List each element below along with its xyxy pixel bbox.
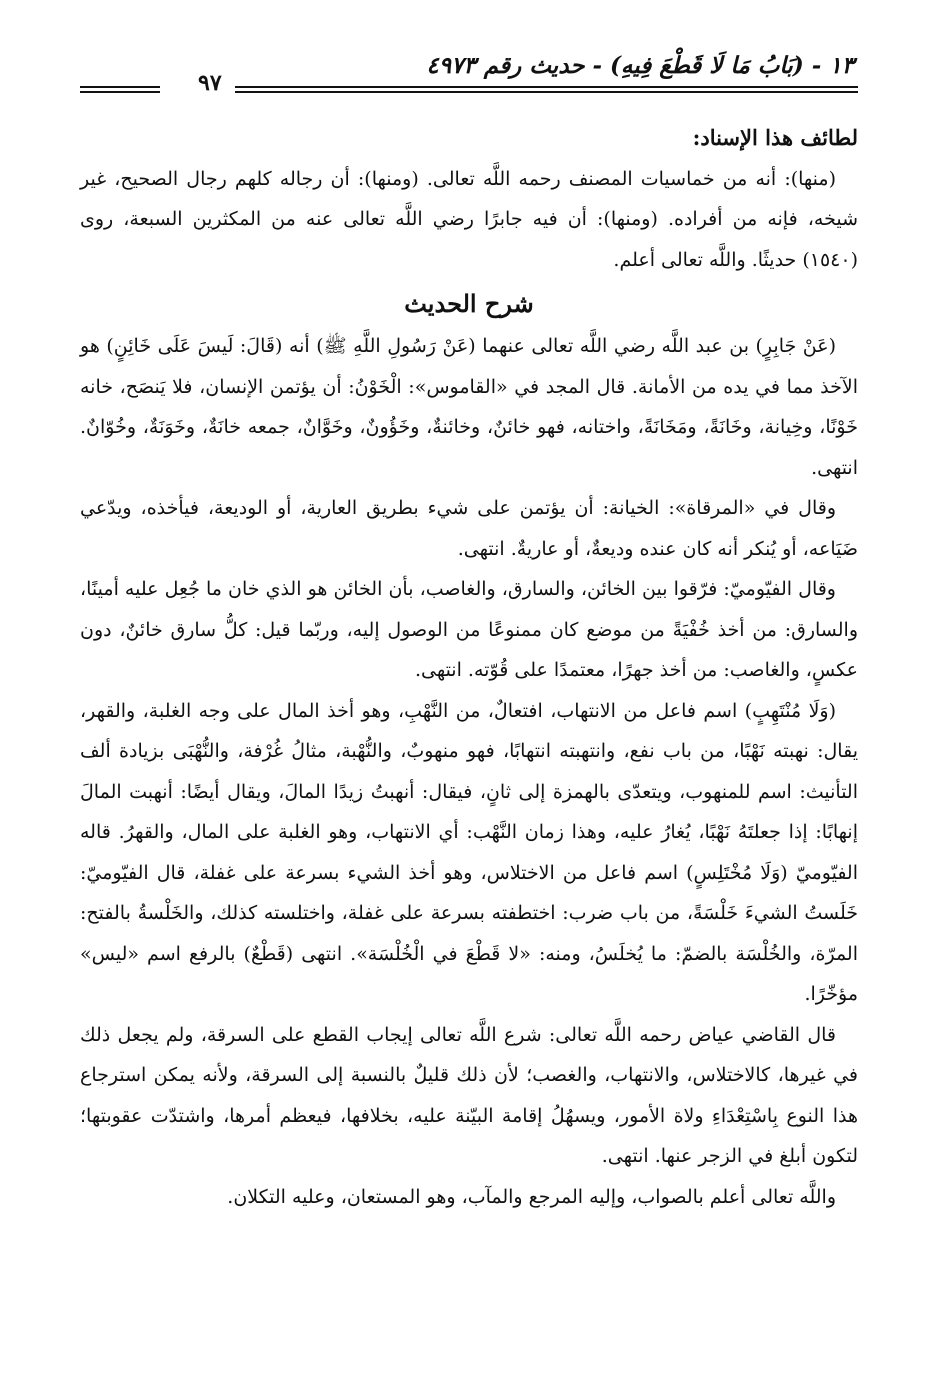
paragraph-closing: واللَّه تعالى أعلم بالصواب، وإليه المرجع والمآب، وهو المستعان، وعليه التكلان. — [227, 1185, 836, 1208]
header-rule-short — [80, 86, 160, 93]
paragraph-jabir: (عَنْ جَابِرٍ) بن عبد اللَّه رضي اللَّه تعالى عنهما (عَنْ رَسُولِ اللَّهِ ﷺ) أنه (قَالَ: لَيسَ عَلَى خَائِنٍ) هو الآخذ مما في يده من الأمانة. قال المجد في «القاموس»: الْخَوْنُ: أن يؤتمن الإنسان، فلا يَنصَح، خانه خَوْنًا، وخِيانة، وخَانَةً، ومَخَانَةً، واختانه، فهو خائنٌ، وخائنةٌ، وخَؤُونٌ، وخَوَّانٌ، جمعه خانَةٌ، وخَوَنَةٌ، وخُوّانٌ. انتهى. — [80, 335, 858, 479]
page-number: ٩٧ — [198, 70, 222, 96]
chapter-title: ١٣ - (بَابُ مَا لَا قَطْعَ فِيهِ) - حديث رقم ٤٩٧٣ — [426, 52, 854, 79]
header-rule — [235, 86, 858, 93]
paragraph-muntahib: (وَلَا مُنْتَهِبٍ) اسم فاعل من الانتهاب، افتعالٌ، من النَّهْبِ، وهو أخذ المال على وجه الغلبة، والقهر، يقال: نهبته نَهْبًا، من باب نفع، وانتهبته انتهابًا، فهو منهوبٌ، والنُّهْبة، مثالُ غُرْفة، والنُّهْبَى بزيادة ألف التأنيث: اسم للمنهوب، ويتعدّى بالهمزة إلى ثانٍ، فيقال: أنهبتُ زيدًا المالَ، ويقال أيضًا: أنهبت المالَ إنهابًا: إذا جعلتَهُ نَهْبًا، يُغارُ عليه، وهذا زمان النَّهْب: أي الانتهاب، وهو الغلبة على المال، والقهرُ. قاله الفيّوميّ (وَلَا مُخْتَلِسٍ) اسم فاعل من الاختلاس، وهو أخذ الشيء بسرعة على غفلة، قال الفيّوميّ: خَلَستُ الشيءَ خَلْسَةً، من باب ضرب: اختطفته بسرعة على غفلة، واختلسته كذلك، والخَلْسةُ بالفتح: المرّة، والخُلْسَة بالضمّ: ما يُخلَسُ، ومنه: «لا قَطْعَ في الْخُلْسَة». انتهى (قَطْعٌ) بالرفع اسم «ليس» مؤخّرًا. — [80, 699, 858, 1005]
book-page — [80, 0, 858, 1376]
paragraph-mirqat: وقال في «المرقاة»: الخيانة: أن يؤتمن على شيء بطريق العارية، أو الوديعة، فيأخذه، ويدّعي ضَيَاعه، أو يُنكر أنه كان عنده وديعةٌ، أو عاريةٌ. انتهى. — [80, 497, 858, 560]
sharh-heading: شرح الحديث — [404, 289, 534, 318]
lataif-paragraph: (منها): أنه من خماسيات المصنف رحمه اللَّه تعالى. (ومنها): أن رجاله كلهم رجال الصحيح، غير شيخه، فإنه من أفراده. (ومنها): أن فيه جابرًا رضي اللَّه تعالى عنه من المكثرين السبعة، روى (١٥٤٠) حديثًا. واللَّه تعالى أعلم. — [80, 167, 858, 271]
page-body — [80, 118, 858, 1217]
paragraph-fayyumi: وقال الفيّوميّ: فرّقوا بين الخائن، والسارق، والغاصب، بأن الخائن هو الذي خان ما جُعِل عليه أمينًا، والسارق: من أخذ خُفْيَةً من موضع كان ممنوعًا من الوصول إليه، وربّما قيل: كلُّ سارق خائنٌ، دون عكسٍ، والغاصب: من أخذ جهرًا، معتمدًا على قُوّته. انتهى. — [80, 578, 858, 681]
section-heading: لطائف هذا الإسناد: — [692, 125, 858, 150]
paragraph-qadi-iyad: قال القاضي عياض رحمه اللَّه تعالى: شرع اللَّه تعالى إيجاب القطع على السرقة، ولم يجعل ذلك في غيرها، كالاختلاس، والانتهاب، والغصب؛ لأن ذلك قليلٌ بالنسبة إلى السرقة، ولأنه يمكن استرجاع هذا النوع بِاسْتِعْدَاءِ ولاة الأمور، ويسهُلُ إقامة البيّنة عليه، بخلافها، فيعظم أمرها، واشتدّت عقوبتها؛ لتكون أبلغ في الزجر عنها. انتهى. — [80, 1023, 858, 1167]
